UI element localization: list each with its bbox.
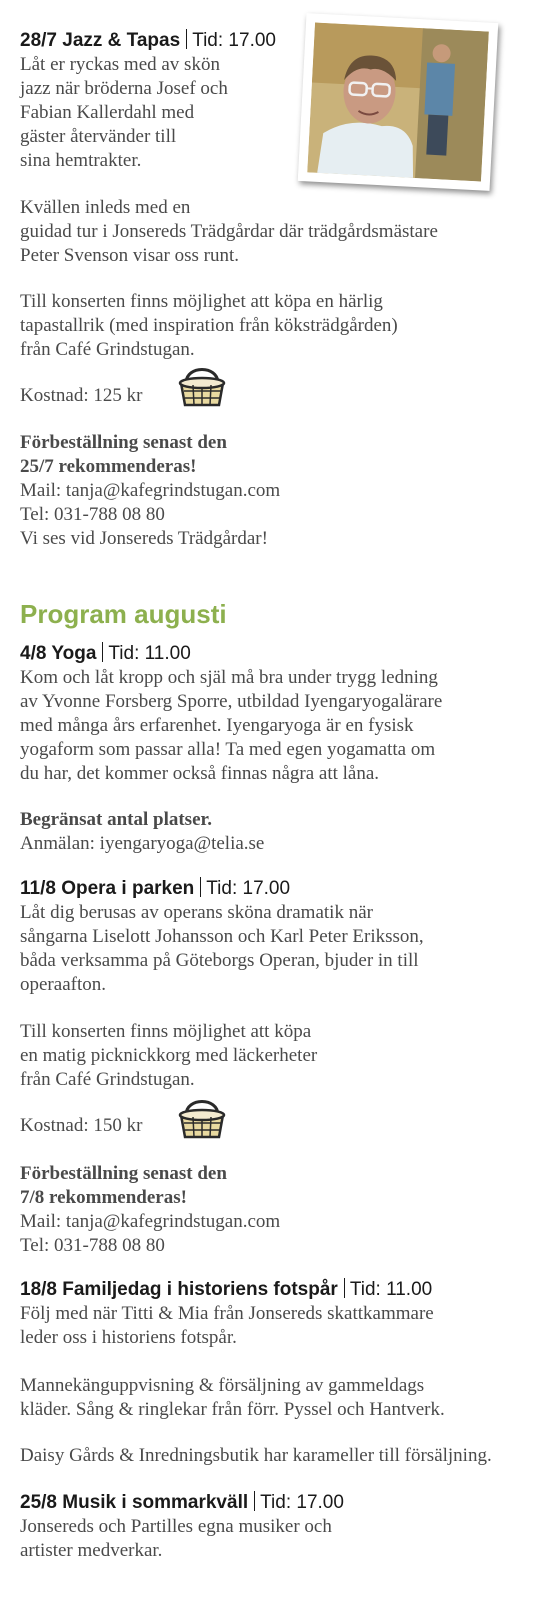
- event-heading: [20, 1491, 344, 1515]
- event-title: 11/8 Opera i parken: [20, 878, 195, 899]
- event-description: yogaform som passar alla! Ta med egen yogamatta om: [20, 739, 436, 760]
- order-note: Förbeställning senast den: [20, 1163, 227, 1184]
- heading-divider: [102, 642, 103, 662]
- event-description: artister medverkar.: [20, 1540, 163, 1561]
- event-description: Kom och låt kropp och själ må bra under trygg ledning: [20, 667, 438, 688]
- heading-divider: [200, 877, 201, 897]
- event-title: 18/8 Familjedag i historiens fotspår: [20, 1279, 338, 1300]
- event-heading: [20, 29, 276, 53]
- event-description: Daisy Gårds & Inredningsbutik har karameller till försäljning.: [20, 1445, 492, 1466]
- event-description: Följ med när Titti & Mia från Jonsereds skattkammare: [20, 1303, 434, 1324]
- event-jazz-tapas: [20, 29, 276, 173]
- event-food-text: [20, 1020, 317, 1092]
- limit-note: Begränsat antal platser.: [20, 809, 212, 830]
- event-description: en matig picknickkorg med läckerheter: [20, 1045, 318, 1066]
- event-food-text: [20, 290, 398, 362]
- event-sale-text: [20, 1444, 492, 1468]
- event-tour-text: [20, 196, 438, 268]
- event-cost: Kostnad: 125 kr: [20, 385, 143, 406]
- picnic-basket-icon: [176, 1093, 228, 1143]
- contact-mail: Mail: tanja@kafegrindstugan.com: [20, 480, 281, 501]
- event-description: jazz när bröderna Josef och: [20, 78, 228, 99]
- signup-mail: Anmälan: iyengaryoga@telia.se: [20, 833, 265, 854]
- event-description: Peter Svenson visar oss runt.: [20, 245, 240, 266]
- event-description: sångarna Liselott Johansson och Karl Peter Eriksson,: [20, 926, 424, 947]
- event-description: du har, det kommer också finnas några att låna.: [20, 763, 380, 784]
- section-title: Program augusti: [20, 599, 227, 629]
- contact-phone: Tel: 031-788 08 80: [20, 1235, 165, 1256]
- event-description: från Café Grindstugan.: [20, 1069, 195, 1090]
- event-description: Mannekänguppvisning & försäljning av gammeldags: [20, 1375, 425, 1396]
- event-order-info: [20, 1162, 280, 1258]
- event-description: med många års erfarenhet. Iyengaryoga är en fysisk: [20, 715, 414, 736]
- event-description: båda verksamma på Göteborgs Operan, bjuder in till: [20, 950, 419, 971]
- event-order-info: [20, 431, 280, 551]
- event-familjedag: [20, 1278, 434, 1350]
- event-description: tapastallrik (med inspiration från köksträdgården): [20, 315, 398, 336]
- event-description: kläder. Sång & ringlekar från förr. Pyssel och Hantverk.: [20, 1399, 445, 1420]
- event-signup-info: [20, 808, 264, 856]
- order-note: 25/7 rekommenderas!: [20, 456, 197, 477]
- event-description: Fabian Kallerdahl med: [20, 102, 195, 123]
- event-heading: [20, 1278, 434, 1302]
- event-description: gäster återvänder till: [20, 126, 177, 147]
- event-description: Jonsereds och Partilles egna musiker och: [20, 1516, 332, 1537]
- event-yoga: [20, 642, 442, 786]
- event-description: sina hemtrakter.: [20, 150, 142, 171]
- heading-divider: [344, 1278, 345, 1298]
- order-note: Förbeställning senast den: [20, 432, 227, 453]
- musician-photo: [298, 13, 499, 191]
- event-description: Låt er ryckas med av skön: [20, 54, 220, 75]
- event-opera: [20, 877, 424, 997]
- order-note: 7/8 rekommenderas!: [20, 1187, 187, 1208]
- event-show-text: [20, 1374, 445, 1422]
- event-heading: [20, 877, 424, 901]
- event-time: Tid: 11.00: [349, 1279, 433, 1300]
- event-description: Till konserten finns möjlighet att köpa en härlig: [20, 291, 383, 312]
- event-description: leder oss i historiens fotspår.: [20, 1327, 237, 1348]
- event-title: 25/8 Musik i sommarkväll: [20, 1492, 249, 1513]
- heading-divider: [186, 29, 187, 49]
- event-time: Tid: 17.00: [206, 878, 291, 899]
- heading-divider: [254, 1491, 255, 1511]
- closing-line: Vi ses vid Jonsereds Trädgårdar!: [20, 528, 268, 549]
- contact-mail: Mail: tanja@kafegrindstugan.com: [20, 1211, 281, 1232]
- event-description: Kvällen inleds med en: [20, 197, 191, 218]
- event-heading: [20, 642, 442, 666]
- event-title: 28/7 Jazz & Tapas: [20, 30, 181, 51]
- event-description: av Yvonne Forsberg Sporre, utbildad Iyengaryogalärare: [20, 691, 443, 712]
- event-musik: [20, 1491, 344, 1563]
- contact-phone: Tel: 031-788 08 80: [20, 504, 165, 525]
- event-time: Tid: 17.00: [192, 30, 276, 51]
- event-description: Till konserten finns möjlighet att köpa: [20, 1021, 312, 1042]
- event-time: Tid: 11.00: [108, 643, 191, 664]
- event-description: guidad tur i Jonsereds Trädgårdar där trädgårdsmästare: [20, 221, 438, 242]
- event-description: operaafton.: [20, 974, 106, 995]
- picnic-basket-icon: [176, 361, 228, 411]
- event-description: från Café Grindstugan.: [20, 339, 195, 360]
- event-cost: Kostnad: 150 kr: [20, 1115, 143, 1136]
- event-description: Låt dig berusas av operans sköna dramatik när: [20, 902, 373, 923]
- event-time: Tid: 17.00: [260, 1492, 344, 1513]
- event-title: 4/8 Yoga: [20, 643, 97, 664]
